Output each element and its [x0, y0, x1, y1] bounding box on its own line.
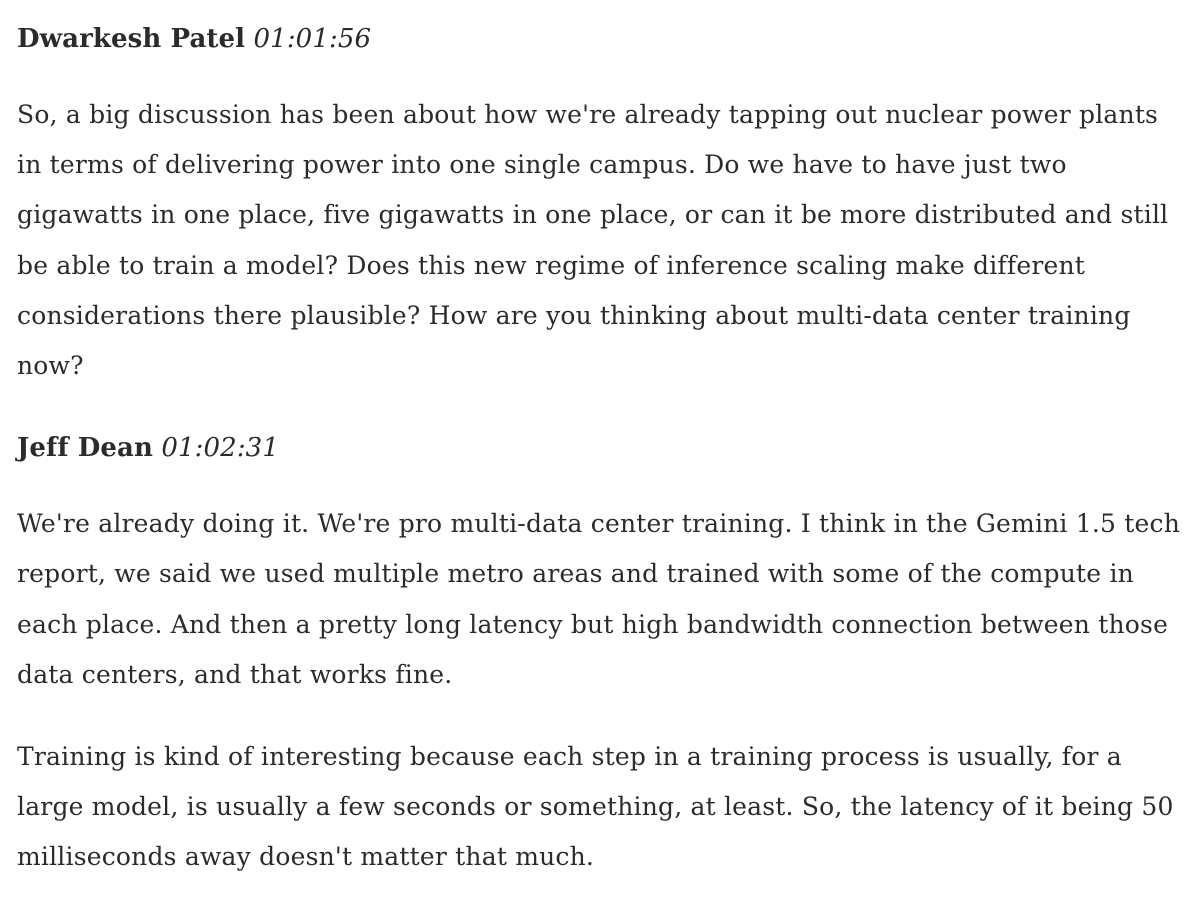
speaker-heading [17, 423, 1182, 473]
transcript-paragraph: We're already doing it. We're pro multi-data center training. I think in the Gemini 1.5 tech report, we said we used multiple metro areas and trained with some of the compute in each place. And then a pretty long latency but high bandwidth connection between those data centers, and that works fine. [17, 509, 1181, 689]
transcript-turn-dwarkesh [17, 14, 1182, 391]
transcript-paragraph: Training is kind of interesting because each step in a training process is usually, for a large model, is usually a few seconds or something, at least. So, the latency of it being 50 milliseconds away doesn't matter that much. [17, 742, 1174, 872]
speaker-name: Dwarkesh Patel [17, 24, 246, 54]
transcript-turn-jeff [17, 423, 1182, 882]
speaker-heading [17, 14, 1182, 64]
timestamp[interactable]: 01:01:56 [253, 24, 372, 54]
transcript-paragraph: So, a big discussion has been about how we're already tapping out nuclear power plants in terms of delivering power into one single campus. Do we have to have just two gigawatts in one place, five gigawatts in one place, or can it be more distributed and still be able to train a model? Does this new regime of inference scaling make different considerations there plausible? How are you thinking about multi-data center training now? [17, 100, 1169, 381]
timestamp[interactable]: 01:02:31 [161, 433, 279, 464]
speaker-name: Jeff Dean [17, 433, 154, 464]
